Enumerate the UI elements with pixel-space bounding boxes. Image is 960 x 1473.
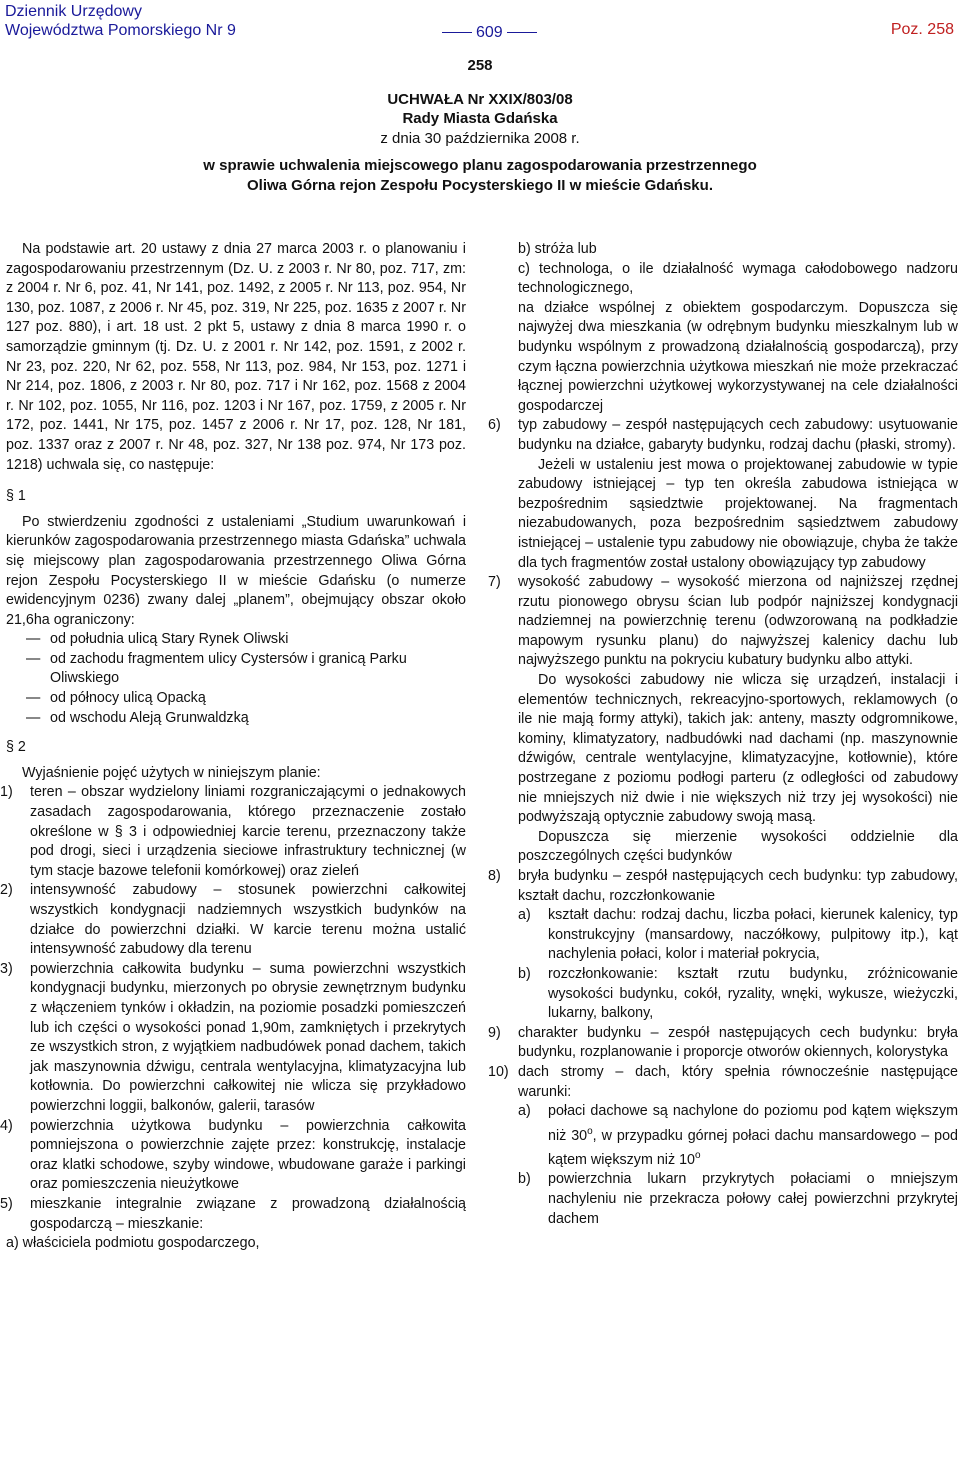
boundary-item: — od zachodu fragmentem ulicy Cystersów i granicą Parku Oliwskiego	[26, 650, 407, 687]
divider	[507, 32, 537, 33]
section-1-heading: § 1	[6, 488, 26, 505]
definition-subitem: a) właściciela podmiotu gospodarczego,	[6, 1235, 260, 1252]
journal-header	[5, 2, 236, 40]
degree-sign: o	[694, 1150, 701, 1162]
act-subject-line1: w sprawie uchwalenia miejscowego planu zagospodarowania przestrzennego	[203, 157, 757, 174]
journal-title: Dziennik Urzędowy	[5, 3, 142, 20]
definition-item: 4) powierzchnia użytkowa budynku – powierzchnia całkowita pomniejszona o powierzchnie zajęte przez: konstrukcję, instalacje oraz klatki schodowe, szyby windowe, wbudowane garaże i parkingi oraz pomieszczenia nieużytkowe	[0, 1117, 466, 1193]
definition-subitem: b) stróża lub	[518, 241, 597, 257]
page-number-text: 609	[476, 24, 503, 41]
dash-mark: —	[26, 631, 41, 648]
document-title	[0, 56, 960, 195]
dash-mark: —	[26, 709, 41, 726]
position-number: Poz. 258	[890, 21, 954, 38]
page-number	[438, 24, 541, 42]
preamble: Na podstawie art. 20 ustawy z dnia 27 marca 2003 r. o planowaniu i zagospodarowaniu przestrzennym (Dz. U. z 2003 r. Nr 80, poz. 717, zm: z 2004 r. Nr 6, poz. 41, Nr 141, poz. 1492, z 2005 r. Nr 113, poz. 954, Nr 130, poz. 1087, z 2006 r. Nr 45, poz. 319, Nr 225, poz. 1635 z 2007 r. Nr 127 poz. 880), i art. 18 ust. 2 pkt 5, ustawy z dnia 8 marca 1990 r. o samorządzie gminnym (tj. Dz. U. z 2001 r. Nr 142, poz. 1591, z 2002 r. Nr 23, poz. 220, Nr 62, poz. 558, Nr 113, poz. 984, Nr 153, poz. 1271 i Nr 214, poz. 1806, z 2003 r. Nr 80, poz. 717 i Nr 162, poz. 1568 z 2004 r. Nr 102, poz. 1055, Nr 116, poz. 1203 i Nr 167, poz. 1759, z 2005 r. Nr 172, poz. 1441, Nr 175, poz. 1457 z 2006 r. Nr 17, poz. 128, Nr 181, poz. 1337 oraz z 2007 r. Nr 48, poz. 327, Nr 138 poz. 974, Nr 173 poz. 1218) uchwala się, co następuje:	[6, 241, 466, 473]
divider	[442, 32, 472, 33]
dash-mark: —	[26, 690, 41, 707]
definition-item: 9) charakter budynku – zespół następujących cech budynku: bryła budynku, rozplanowanie i proporcje otworów okiennych, kolorystyka	[488, 1024, 958, 1061]
definition-item: 10) dach stromy – dach, który spełnia równocześnie następujące warunki:	[488, 1063, 958, 1100]
section-1-text: Po stwierdzeniu zgodności z ustaleniami „Studium uwarunkowań i kierunków zagospodarowania przestrzennego miasta Gdańska” uchwala się miejscowy plan zagospodarowania przestrzennego Oliwa Górna rejon Zespołu Pocysterskiego II w mieście Gdańsku (o numerze ewidencyjnym 0236) zwany dalej „planem”, obejmujący obszar około 21,6ha ograniczony:	[6, 513, 466, 628]
boundary-item: — od południa ulicą Stary Rynek Oliwski	[6, 630, 466, 650]
right-column	[488, 240, 958, 1229]
definition-item: 1) teren – obszar wydzielony liniami rozgraniczającymi o jednakowych zasadach zagospodarowania, którego przeznaczenie zostało określone w § 3 i odpowiedniej karcie terenu, przeznaczony także pod drogi, sieci i urządzenia sieciowe infrastruktury technicznej (w tym stacje bazowe telefonii komórkowej) oraz zieleń	[0, 784, 466, 879]
definition-item: 8) bryła budynku – zespół następujących cech budynku: typ zabudowy, kształt dachu, rozczłonkowanie	[488, 868, 958, 904]
definition-subitem: a) kształt dachu: rodzaj dachu, liczba połaci, kierunek kalenicy, typ konstrukcyjny (mansardowy, naczółkowy, pulpitowy itp.), kąt nachylenia połaci, kolor i materiał pokrycia,	[518, 907, 958, 963]
definition-subitem: a) połaci dachowe są nachylone do poziomu pod kątem większym niż 30$^o$, w przypadku górnej połaci dachu mansardowego – pod kątem większym niż 10$^o$	[518, 1103, 958, 1168]
act-date: z dnia 30 października 2008 r.	[380, 129, 580, 147]
act-subject-line2: Oliwa Górna rejon Zespołu Pocysterskiego II w mieście Gdańsku.	[247, 176, 713, 194]
definition-subitem: c) technologa, o ile działalność wymaga całodobowego nadzoru technologicznego,	[518, 260, 958, 297]
act-name: UCHWAŁA Nr XXIX/803/08	[387, 90, 573, 108]
definition-paragraph: Dopuszcza się mierzenie wysokości oddzielnie dla poszczególnych części budynków	[518, 828, 958, 865]
journal-issue: Województwa Pomorskiego Nr 9	[5, 22, 236, 39]
definition-item: 2) intensywność zabudowy – stosunek powierzchni całkowitej wszystkich kondygnacji nadziemnych wszystkich budynków na działce do powierzchni działki. W karcie terenu można ustalić intensywność zabudowy dla terenu	[0, 882, 466, 958]
definition-subitem: b) powierzchnia lukarn przykrytych połaciami o mniejszym nachyleniu nie przekracza połowy całej powierzchni przykrytej dachem	[518, 1171, 958, 1227]
act-number-heading: 258	[467, 57, 493, 74]
degree-sign: o	[587, 1125, 593, 1137]
section-2-intro: Wyjaśnienie pojęć użytych w niniejszym planie:	[22, 764, 321, 781]
boundary-item: — od północy ulicą Opacką	[6, 689, 466, 709]
left-column	[0, 240, 466, 1254]
dash-mark: —	[26, 650, 41, 667]
act-body: Rady Miasta Gdańska	[402, 110, 558, 127]
definition-paragraph: Jeżeli w ustaleniu jest mowa o projektowanej zabudowie w typie zabudowy istniejącej – typ ten określa zabudowa istniejąca w bezpośrednim sąsiedztwie projektowanej. Na fragmentach niezabudowanych, poza bezpośrednim sąsiedztwem zabudowy istniejącej – ustalenie typu zabudowy nie obowiązuje, chyba że także dla tych fragmentów został ustalony obowiązujący typ zabudowy	[518, 456, 958, 571]
definition-subitem: b) rozczłonkowanie: kształt rzutu budynku, zróżnicowanie wysokości budynku, cokół, ryzality, wnęki, wykusze, wieżyczki, lukarny, balkony,	[518, 965, 958, 1022]
section-2-heading: § 2	[6, 739, 26, 756]
definition-item: 7) wysokość zabudowy – wysokość mierzona od najniższej rzędnej rzutu pionowego obrysu ścian lub podpór najniższej kondygnacji nadziemnej na powierzchnię terenu (odwzorowaną na podkładzie mapowym rysunku planu) do najwyższej kalenicy dachu lub najwyższego punktu na pokryciu kubatury budynku albo attyki.	[488, 574, 958, 669]
definition-paragraph: Do wysokości zabudowy nie wlicza się urządzeń, instalacji i elementów technicznych, rekreacyjno-sportowych, reklamowych (o ile nie mają formy attyki), takich jak: anteny, maszty odgromnikowe, kominy, klimatyzatory, nadbudówki nad dachami (np. maszynownie dźwigów, centrale wentylacyjne, klimatyzacyjne, kotłownie), które postrzegane z poziomu podłogi parteru (z odległości od zabudowy nie mniejszych niż dwie i nie większych niż trzy jej wysokości) nie podwyższają optycznie zabudowy swoją masą.	[518, 672, 958, 826]
definition-item: 5) mieszkanie integralnie związane z prowadzoną działalnością gospodarczą – mieszkanie:	[0, 1195, 466, 1232]
definition-item: 3) powierzchnia całkowita budynku – suma powierzchni wszystkich kondygnacji budynku, mierzonych po obrysie zewnętrznym budynku z włączeniem tynków i okładzin, na poziomie posadzki pomieszczeń lub ich części o wysokości ponad 1,90m, zamkniętych i przekrytych ze wszystkich stron, z wyjątkiem nadbudówek ponad dachem, takich jak maszynownia dźwigu, centrala wentylacyjna, klimatyzacyjna lub kotłownia. Do powierzchni całkowitej nie wlicza się przykładowo powierzchni loggii, balkonów, galerii, tarasów	[0, 960, 466, 1114]
boundary-item: — od wschodu Aleją Grunwaldzką	[6, 709, 466, 729]
definition-item: 6) typ zabudowy – zespół następujących cech zabudowy: usytuowanie budynku na działce, gabaryty budynku, rodzaj dachu (płaski, stromy).	[488, 417, 958, 453]
definition-continuation: na działce wspólnej z obiektem gospodarczym. Dopuszcza się najwyżej dwa mieszkania (w odrębnym budynku mieszkalnym lub w budynku wspólnym z prowadzoną działalnością gospodarczą), przy czym łączna powierzchnia użytkowa mieszkań nie może przekraczać łącznej powierzchni użytkowej wykorzystywanej na cele działalności gospodarczej	[518, 299, 958, 414]
